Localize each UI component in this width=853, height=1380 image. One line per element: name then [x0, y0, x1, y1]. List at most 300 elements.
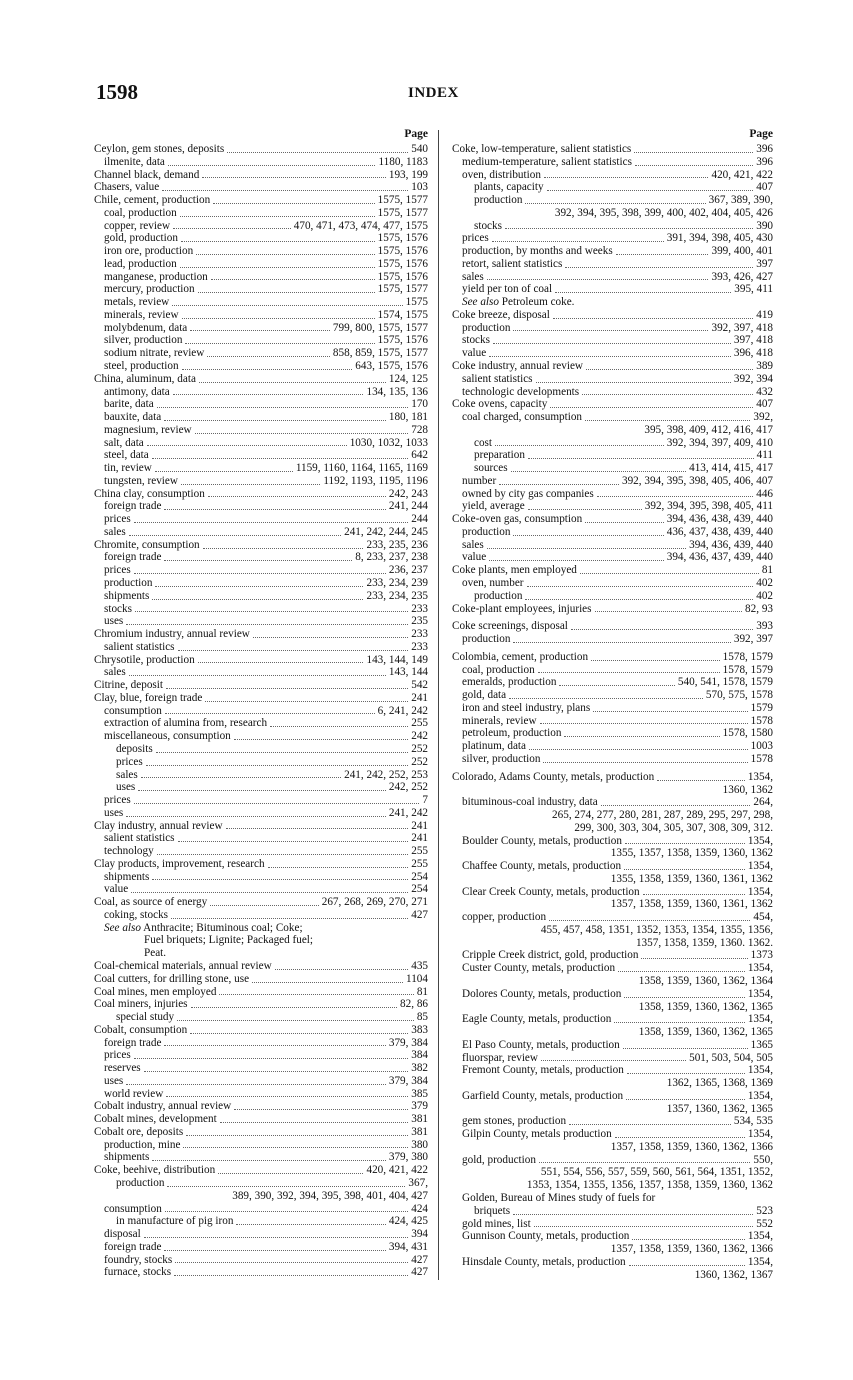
- index-entry: [94, 564, 428, 577]
- index-term: foreign trade: [104, 500, 162, 513]
- index-entry: [452, 1230, 773, 1243]
- index-entry: [94, 922, 428, 935]
- index-entry: [94, 322, 428, 335]
- index-entry: [94, 1024, 428, 1037]
- page-references: 454,: [753, 911, 773, 924]
- index-entry: [94, 820, 428, 833]
- index-entry-continuation: [452, 1141, 773, 1154]
- dot-leader: [529, 749, 748, 750]
- index-entry: [94, 386, 428, 399]
- page-references: 420, 421, 422: [711, 168, 773, 181]
- index-entry: [452, 911, 773, 924]
- page-references: 411: [756, 449, 773, 462]
- dot-leader: [180, 216, 375, 217]
- index-entry: [94, 232, 428, 245]
- index-term: molybdenum, data: [104, 321, 188, 334]
- index-term: production: [116, 1177, 165, 1189]
- index-entry: [452, 727, 773, 740]
- index-entry-continuation: [452, 1243, 773, 1256]
- index-entry: [452, 309, 773, 322]
- dot-leader: [632, 1239, 744, 1240]
- page-references: 6, 241, 242: [377, 704, 428, 717]
- dot-leader: [211, 279, 375, 280]
- index-term: disposal: [104, 1228, 141, 1241]
- index-term: miscellaneous, consumption: [104, 730, 231, 743]
- index-term: Coal-chemical materials, annual review: [94, 959, 272, 972]
- index-entry: [94, 1228, 428, 1241]
- page-references: 1575, 1576: [377, 245, 428, 258]
- index-term: uses: [104, 1074, 124, 1087]
- page-references: 134, 135, 136: [366, 385, 428, 398]
- index-entry: [94, 769, 428, 782]
- index-entry: [452, 676, 773, 689]
- index-term: uses: [116, 781, 136, 794]
- index-entry: [452, 664, 773, 677]
- page-references: 1357, 1358, 1359, 1360, 1362, 1366: [610, 1243, 773, 1256]
- index-term: Chromite, consumption: [94, 538, 200, 551]
- index-entry: [452, 1039, 773, 1052]
- dot-leader: [165, 1211, 408, 1212]
- dot-leader: [270, 726, 408, 727]
- page-references: 170: [411, 398, 428, 411]
- index-term: Cobalt ore, deposits: [94, 1125, 184, 1138]
- index-entry: [94, 871, 428, 884]
- index-entry: [94, 296, 428, 309]
- page-references: 1575, 1576: [377, 334, 428, 347]
- index-entry: [452, 1128, 773, 1141]
- page-references: 393: [756, 620, 773, 633]
- index-entry: [94, 781, 428, 794]
- dot-leader: [657, 780, 745, 781]
- page-references: 367, 389, 390,: [708, 194, 773, 207]
- index-entry: [94, 194, 428, 207]
- dot-leader: [595, 611, 743, 612]
- page-references: 81: [416, 985, 428, 998]
- page-references: 1357, 1358, 1359, 1360. 1362.: [635, 936, 773, 949]
- index-entry: [452, 513, 773, 526]
- index-term: Coke ovens, capacity: [452, 398, 548, 411]
- page-references: 552: [756, 1217, 773, 1230]
- index-term: gold, data: [462, 689, 507, 702]
- page-references: 255: [411, 857, 428, 870]
- dot-leader: [190, 1033, 408, 1034]
- dot-leader: [166, 688, 408, 689]
- dot-leader: [564, 736, 719, 737]
- index-term: furnace, stocks: [104, 1266, 172, 1279]
- index-term: Dolores County, metals, production: [462, 987, 622, 1000]
- index-entry: [94, 271, 428, 284]
- dot-leader: [172, 305, 402, 306]
- index-entry: [94, 679, 428, 692]
- dot-leader: [618, 971, 745, 972]
- index-term: foreign trade: [104, 1240, 162, 1253]
- page-references: 244: [411, 513, 428, 526]
- dot-leader: [629, 1265, 745, 1266]
- dot-leader: [129, 535, 341, 536]
- index-entry-continuation: [452, 975, 773, 988]
- index-term: tungsten, review: [104, 474, 178, 487]
- dot-leader: [177, 1020, 414, 1021]
- dot-leader: [147, 445, 347, 446]
- index-entry: [452, 633, 773, 646]
- index-entry-continuation: [94, 1190, 428, 1203]
- index-entry-continuation: [452, 207, 773, 220]
- page-references: 392, 394, 395, 398, 405, 406, 407: [621, 474, 773, 487]
- index-term: shipments: [104, 589, 150, 602]
- dot-leader: [586, 369, 753, 370]
- index-entry: [452, 156, 773, 169]
- dot-leader: [213, 203, 374, 204]
- index-term: Coke-oven gas, consumption: [452, 513, 583, 526]
- index-term: world review: [104, 1087, 164, 1100]
- page-references: 242: [411, 730, 428, 743]
- index-term: lead, production: [104, 257, 177, 270]
- index-term: value: [462, 551, 487, 564]
- index-entry: [452, 258, 773, 271]
- index-entry: [452, 539, 773, 552]
- page-references: 390: [756, 219, 773, 232]
- dot-leader: [493, 343, 731, 344]
- page-references: 393, 426, 427: [711, 270, 773, 283]
- index-entry: [452, 1218, 773, 1231]
- index-entry: [452, 283, 773, 296]
- index-term: tin, review: [104, 462, 152, 475]
- page-references: 455, 457, 458, 1351, 1352, 1353, 1354, 1355, 1356,: [540, 923, 773, 936]
- dot-leader: [168, 165, 376, 166]
- dot-leader: [580, 573, 759, 574]
- index-entry: [94, 424, 428, 437]
- page-references: 501, 503, 504, 505: [689, 1051, 773, 1064]
- index-entry: [94, 832, 428, 845]
- index-entry: [452, 552, 773, 565]
- page-references: 1578, 1580: [722, 727, 773, 740]
- dot-leader: [489, 560, 663, 561]
- dot-leader: [635, 165, 753, 166]
- index-entry: [94, 1215, 428, 1228]
- page-references: 392, 397: [733, 633, 773, 646]
- page-references: 1354,: [747, 1089, 773, 1102]
- dot-leader: [152, 1160, 385, 1161]
- page-references: 413, 414, 415, 417: [689, 462, 773, 475]
- page-references: 241, 242: [388, 806, 428, 819]
- index-entry: [94, 973, 428, 986]
- page-references: 642: [411, 449, 428, 462]
- page-references: 1355, 1358, 1359, 1360, 1361, 1362: [610, 872, 773, 885]
- page-references: 1353, 1354, 1355, 1356, 1357, 1358, 1359, 1360, 1362: [526, 1179, 773, 1192]
- index-entry: [452, 322, 773, 335]
- index-term: Cripple Creek district, gold, production: [462, 949, 639, 962]
- index-entry: [452, 271, 773, 284]
- index-term: Garfield County, metals, production: [462, 1089, 624, 1102]
- page-references: 407: [756, 181, 773, 194]
- page-references: 395, 411: [734, 283, 773, 296]
- index-term: China clay, consumption: [94, 487, 205, 500]
- index-entry-continuation: [452, 937, 773, 950]
- dot-leader: [166, 1096, 408, 1097]
- index-term: salt, data: [104, 436, 144, 449]
- dot-leader: [634, 152, 753, 153]
- dot-leader: [164, 509, 385, 510]
- index-entry: [94, 934, 428, 947]
- page-references: 381: [411, 1125, 428, 1138]
- index-entry-continuation: [452, 424, 773, 437]
- dot-leader: [175, 1262, 408, 1263]
- index-entry: [94, 398, 428, 411]
- dot-leader: [253, 637, 408, 638]
- index-entry: [94, 756, 428, 769]
- page-references: 1578: [750, 752, 773, 765]
- page-references: 397, 418: [733, 334, 773, 347]
- page-references: 1358, 1359, 1360, 1362, 1365: [638, 1026, 773, 1039]
- index-term: Fremont County, metals, production: [462, 1064, 624, 1077]
- index-term: bituminous-coal industry, data: [462, 796, 598, 809]
- index-term: production: [474, 194, 523, 207]
- index-entry: [94, 947, 428, 960]
- page-references: 143, 144: [388, 666, 428, 679]
- dot-leader: [165, 713, 375, 714]
- index-term: fluorspar, review: [462, 1051, 538, 1064]
- page-references: 1357, 1360, 1362, 1365: [666, 1102, 773, 1115]
- page-references: 241, 242, 244, 245: [344, 525, 428, 538]
- dot-leader: [487, 279, 709, 280]
- dot-leader: [541, 1060, 686, 1061]
- page-references: 1159, 1160, 1164, 1165, 1169: [295, 462, 428, 475]
- index-entry-continuation: [452, 809, 773, 822]
- index-term: Clay industry, annual review: [94, 819, 223, 832]
- dot-leader: [167, 1186, 405, 1187]
- page-references: 1373: [750, 949, 773, 962]
- index-term: coal, production: [104, 206, 177, 219]
- dot-leader: [198, 662, 364, 663]
- index-term: iron ore, production: [104, 245, 194, 258]
- index-term: yield, average: [462, 500, 525, 513]
- dot-leader: [182, 369, 353, 370]
- dot-leader: [134, 522, 409, 523]
- index-term: cost: [474, 436, 493, 449]
- index-entry: [94, 539, 428, 552]
- index-term: copper, production: [462, 911, 547, 924]
- index-term: production: [104, 577, 153, 590]
- index-term: minerals, review: [462, 714, 537, 727]
- page-references: 551, 554, 556, 557, 559, 560, 561, 564, 1351, 1352,: [540, 1166, 773, 1179]
- page-references: 1360, 1362: [722, 783, 773, 796]
- index-term: in manufacture of pig iron: [116, 1215, 234, 1228]
- index-term: Coke, low-temperature, salient statistics: [452, 142, 632, 155]
- page-references: 395, 398, 409, 412, 416, 417: [644, 423, 773, 436]
- index-entry: [94, 347, 428, 360]
- page-references: 255: [411, 717, 428, 730]
- page-references: 432: [756, 385, 773, 398]
- index-entry: [94, 309, 428, 322]
- cross-reference-text: Peat.: [144, 947, 167, 960]
- index-entry: [94, 220, 428, 233]
- page-references: 1354,: [747, 987, 773, 1000]
- dot-leader: [528, 509, 642, 510]
- page-references: 1354,: [747, 885, 773, 898]
- dot-leader: [144, 1237, 409, 1238]
- page-references: 427: [411, 908, 428, 921]
- dot-leader: [138, 790, 386, 791]
- index-entry: [94, 666, 428, 679]
- dot-leader: [252, 982, 403, 983]
- page-references: 799, 800, 1575, 1577: [332, 321, 428, 334]
- dot-leader: [534, 1226, 754, 1227]
- page-references: 1362, 1365, 1368, 1369: [666, 1077, 773, 1090]
- dot-leader: [155, 471, 293, 472]
- index-entry: [452, 651, 773, 664]
- dot-leader: [171, 918, 408, 919]
- page-references: 392, 394: [733, 372, 773, 385]
- index-term: Channel black, demand: [94, 168, 200, 181]
- index-entry: [94, 1203, 428, 1216]
- index-entry: [94, 500, 428, 513]
- index-entry: [94, 717, 428, 730]
- page-references: 542: [411, 679, 428, 692]
- index-term: uses: [104, 806, 124, 819]
- dot-leader: [597, 496, 753, 497]
- index-entry: [94, 552, 428, 565]
- index-term: Citrine, deposit: [94, 679, 163, 692]
- page-references: 85: [416, 1011, 428, 1024]
- page-references: 424: [411, 1202, 428, 1215]
- index-term: sources: [474, 462, 508, 475]
- page-references: 241, 244: [388, 500, 428, 513]
- index-entry: [94, 641, 428, 654]
- index-term: prices: [104, 564, 131, 577]
- dot-leader: [513, 535, 663, 536]
- page-references: 420, 421, 422: [366, 1164, 428, 1177]
- index-entry: [94, 437, 428, 450]
- page-references: 379, 380: [388, 1151, 428, 1164]
- page-references: 1354,: [747, 1255, 773, 1268]
- index-entry: [94, 1062, 428, 1075]
- dot-leader: [152, 458, 408, 459]
- dot-leader: [126, 816, 386, 817]
- dot-leader: [195, 433, 409, 434]
- index-term: salient statistics: [462, 372, 533, 385]
- page-references: 446: [756, 487, 773, 500]
- index-term: number: [462, 474, 497, 487]
- index-term: China, aluminum, data: [94, 372, 196, 385]
- page-references: 254: [411, 870, 428, 883]
- page-references: 1354,: [747, 834, 773, 847]
- index-entry: [94, 245, 428, 258]
- page-references: 399, 400, 401: [711, 245, 773, 258]
- index-entry-continuation: [452, 822, 773, 835]
- index-term: foundry, stocks: [104, 1253, 173, 1266]
- dot-leader: [202, 177, 386, 178]
- index-term: oven, distribution: [462, 168, 541, 181]
- index-entry: [94, 475, 428, 488]
- index-entry: [94, 513, 428, 526]
- index-entry: [452, 437, 773, 450]
- dot-leader: [126, 1084, 386, 1085]
- index-term: production, by months and weeks: [462, 245, 613, 258]
- dot-leader: [513, 1214, 753, 1215]
- index-entry: [452, 386, 773, 399]
- dot-leader: [144, 1071, 409, 1072]
- page-references: 193, 199: [388, 168, 428, 181]
- index-term: gold, production: [104, 232, 178, 245]
- index-term: salient statistics: [104, 640, 175, 653]
- dot-leader: [565, 267, 753, 268]
- dot-leader: [131, 892, 408, 893]
- index-term: special study: [116, 1011, 175, 1024]
- index-term: plants, capacity: [474, 181, 544, 194]
- index-entry: [452, 620, 773, 633]
- dot-leader: [538, 672, 720, 673]
- index-term: Colombia, cement, production: [452, 650, 589, 663]
- index-entry: [452, 245, 773, 258]
- page-references: 379, 384: [388, 1036, 428, 1049]
- index-entry: [94, 1037, 428, 1050]
- index-entry-continuation: [452, 847, 773, 860]
- index-term: platinum, data: [462, 740, 527, 753]
- dot-leader: [540, 723, 748, 724]
- page-references: 264,: [753, 796, 773, 809]
- page-references: 1354,: [747, 860, 773, 873]
- index-entry: [94, 1126, 428, 1139]
- index-term: metals, review: [104, 296, 170, 309]
- dot-leader: [198, 292, 375, 293]
- page-references: 427: [411, 1266, 428, 1279]
- index-term: prices: [104, 513, 131, 526]
- page-references: 241, 242, 252, 253: [344, 768, 428, 781]
- index-entry: [94, 794, 428, 807]
- index-term: magnesium, review: [104, 423, 192, 436]
- index-entry: [452, 835, 773, 848]
- index-entry: [452, 590, 773, 603]
- index-term: Cobalt mines, development: [94, 1113, 217, 1126]
- page-references: 265, 274, 277, 280, 281, 287, 289, 295, 297, 298,: [552, 809, 773, 822]
- page-references: 436, 437, 438, 439, 440: [666, 525, 773, 538]
- index-entry: [452, 462, 773, 475]
- index-term: production, mine: [104, 1138, 181, 1151]
- page-references: 241: [411, 819, 428, 832]
- index-term: extraction of alumina from, research: [104, 717, 268, 730]
- column-divider: [438, 130, 439, 1280]
- index-term: coal charged, consumption: [462, 411, 583, 424]
- index-entry: [94, 730, 428, 743]
- page-references: 391, 394, 398, 405, 430: [666, 232, 773, 245]
- index-entry: [94, 603, 428, 616]
- index-entry: [452, 1013, 773, 1026]
- index-term: Coke plants, men employed: [452, 564, 577, 577]
- index-term: owned by city gas companies: [462, 487, 594, 500]
- index-term: stocks: [474, 219, 502, 232]
- dot-leader: [164, 1045, 385, 1046]
- dot-leader: [152, 599, 363, 600]
- index-entry: [94, 1088, 428, 1101]
- page-references: 389, 390, 392, 394, 395, 398, 401, 404, 427: [232, 1189, 428, 1202]
- index-entry: [452, 488, 773, 501]
- index-term: Chile, cement, production: [94, 194, 211, 207]
- page-references: 394, 436, 437, 439, 440: [666, 551, 773, 564]
- cross-reference-text: Fuel briquets; Lignite; Packaged fuel;: [144, 934, 314, 947]
- page-references: 143, 144, 149: [366, 653, 428, 666]
- page-references: 367,: [408, 1177, 428, 1189]
- index-term: Chromium industry, annual review: [94, 628, 250, 641]
- dot-leader: [174, 1275, 408, 1276]
- page-references: 534, 535: [733, 1115, 773, 1128]
- dot-leader: [641, 958, 747, 959]
- index-term: gold mines, list: [462, 1217, 531, 1230]
- index-entry: [452, 715, 773, 728]
- page-references: 299, 300, 303, 304, 305, 307, 308, 309, 312.: [574, 821, 773, 834]
- page-title: INDEX: [408, 85, 459, 101]
- page-references: 233: [411, 640, 428, 653]
- index-term: silver, production: [462, 752, 541, 765]
